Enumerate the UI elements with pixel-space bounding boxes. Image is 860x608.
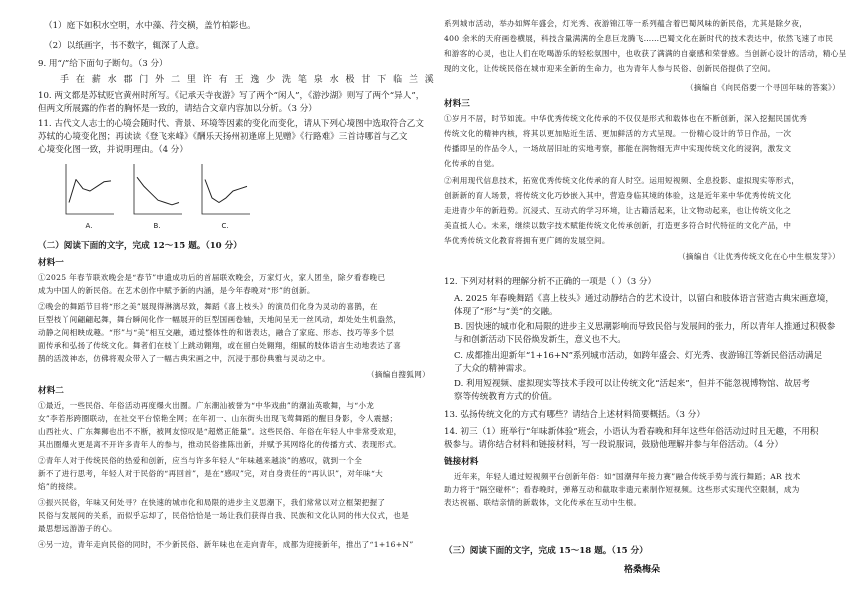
chart-b-svg [130,160,184,218]
chart-a [62,160,116,230]
chart-b [130,160,184,230]
question-14-line1: 14. 初三（1）班举行“年味新体验”班会，小语认为看春晚和拜年这些年俗活动过时且无趣，不用积 [444,427,819,437]
q12-option-a: A. 2025 年春晚舞蹈《喜上枝头》通过动静结合的艺术设计，以留白和肢体语言营造古典宋画意境， [454,294,835,304]
material-3-line: 走进青少年的新趋势。沉浸式、互动式的学习环境，让古籍活起来，让文物动起来，也让传统文化之 [444,206,792,215]
material-3-line: ①岁月不居，时节如流。中华优秀传统文化传承的不仅仅是形式和载体也在不断创新，深入挖掘民国优秀 [444,114,808,123]
text-line: （2）以纸画字，书不数字，辄深了人意。 [44,41,205,51]
q12-option-c: C. 成都推出迎新年“1+16+N”系列城市活动，如跨年盛会、灯光秀、夜游锦江等新民俗活动满足 [454,351,823,361]
material-1-line: 面传承和弘扬了传统文化。舞者们在枝丫上跳动翱翔，或在留白处翱翔，细腻的肢体语言生动地表达了喜 [38,341,402,350]
material-2-line: 新不了进行思考，年轻人对于民俗的“再回首”，是在“感叹”完，对自身责任的“再认识”，对年味“大 [38,469,384,478]
q12-option-d-cont: 察等传统教育方式的价值。 [454,392,558,402]
chart-a-label: A. [85,222,93,230]
link-material-line: 助力将于“隔空碰杯”；看春晚时，弹幕互动和截取非遗元素制作短视频。这些形式实现代空限制，成为 [444,485,800,494]
chart-c-label: C. [221,222,229,230]
text-line: （1）庭下如积水空明，水中藻、荇交横，盖竹柏影也。 [44,21,256,31]
chart-c [198,160,252,230]
material-3-line: 创新新的育人场景，将传统文化巧妙嵌入其中，营造身临其境的体验，这是近年来中华优秀传统文化 [444,191,792,200]
mood-curve [137,177,179,205]
source-3: （摘编自《让优秀传统文化在心中生根发芽》） [678,252,840,261]
poem-title: 格桑梅朵 [623,565,660,575]
q12-option-a-cont: 体现了“形”与“美”的交融。 [454,307,558,317]
question-11-line3: 心境变化图一致，并说明理由。（4 分） [38,145,188,155]
question-12: 12. 下列对材料的理解分析不正确的一项是（ ）（3 分） [444,277,657,287]
mood-charts [62,160,252,234]
material-2-line: 最思想远游游子的心。 [38,524,117,533]
material-2-line: 女”李若彤跨圈联动，在社交平台惊艳全网；在年初一、山东街头出现飞莺舞蹈的醒目身影，令人震撼； [38,414,398,423]
material-1-line: 动静之间相映成趣。“形”与“美”相互交融，通过整体性的和谐表达，融合了家庭、形态、技巧等多个层 [38,328,395,337]
material-3-title: 材料三 [444,99,470,109]
material-3-line: 传统文化的精神内核，将其以更加贴近生活、更加鲜活的方式呈现。一份精心设计的节日作品，一次 [444,129,792,138]
material-2-line: ①最近，一些民俗、年俗活动再度爆火出圈。广东潮汕被誉为“中华戏曲”的潮汕英歌舞，与“小龙 [38,401,375,410]
mood-curve [69,180,111,203]
question-13: 13. 弘扬传统文化的方式有哪些？请结合上述材料简要概括。（3 分） [444,410,705,420]
q12-option-b: B. 因快速的城市化和局限的进步主义思潮影响而导致民俗与发展间的张力，所以青年人推通过积极参 [454,322,836,332]
link-material-title: 链接材料 [444,457,479,467]
material-3-line: 传播即呈的作品令人，一场故居旧址的实地考察，都能在润物细无声中实现传统文化的浸润，激发文 [444,144,792,153]
material-2-cont-line: 和游客的心灵，也让人们在吃喝游乐的轻松氛围中，也收获了满满的自豪感和荣誉感。当创新心设计的活动，精心呈 [444,49,847,58]
q12-option-c-cont: 了大众的精神需求。 [454,364,532,374]
section-3-title: （三）阅读下面的文字，完成 15～18 题。（15 分） [444,546,648,556]
material-1-line: ②晚会的舞蹈节目将“形之美”展现得淋漓尽致，舞蹈《喜上枝头》的演员们化身为灵动的喜鹊，在 [38,302,378,311]
material-2-cont-line: 400 余米的天府画卷横展，科技含量满满的全息巨龙腾飞……巴蜀文化在新时代的技术表达中，依然飞速了市民 [444,34,834,43]
material-1-line: 成为中国人的新民俗。在艺术创作中赋予新的内涵，是今年春晚对“形”的创新。 [38,286,315,295]
link-material-line: 近年来，年轻人通过短视频平台创新年俗：如“国潮拜年接力赛”融合传统手势与流行舞蹈；AR 技术 [454,472,801,481]
material-3-line: ②利用现代信息技术，拓宽优秀传统文化传承的育人时空。运用短视频、全息投影、虚拟现实等形式， [444,176,800,185]
sentence-to-punctuate: 手 在 薪 水 郡 门 外 二 里 许 有 王 逸 少 洗 笔 泉 水 极 甘 下 临 兰 溪 [60,75,436,85]
question-10-line1: 10. 两文都是苏轼贬官黄州时所写。《记承天寺夜游》写了两个“闲人”，《游沙湖》则写了两个“异人”， [38,91,425,101]
chart-b-label: B. [153,222,161,230]
material-2-line: ③振兴民俗，年味又何处寻？在快速的城市化和局限的进步主义思潮下，我们常常以对立框架把握了 [38,498,386,507]
chart-axes [134,164,182,214]
chart-axes [202,164,250,214]
chart-a-svg [62,160,116,218]
material-1-line: 鹊的活泼神态，仿佛将观众带入了一幅古典宋画之中，沉浸于那份典雅与灵动之中。 [38,354,331,363]
material-2-title: 材料二 [38,386,64,396]
chart-c-svg [198,160,252,218]
material-3-line: 华优秀传统文化教育将拥有更广阔的发展空间。 [444,236,610,245]
material-1-line: 巨型枝丫间翩翩起舞，舞台瞬间化作一幅展开的巨型国画卷轴，天地间呈无一丝风动，却处处生机盎然， [38,315,402,324]
section-2-title: （二）阅读下面的文字，完成 12～15 题。（10 分） [38,241,242,251]
link-material-line: 表达祝福、联结亲情的新载体，文化传承在互动中生根。 [444,498,642,507]
question-11-line1: 11. 古代文人志士的心境会随时代、背景、环境等因素的变化而变化，请从下列心境图中选取符合乙文 [38,119,424,129]
material-2-cont-line: 现的文化，让传统民俗在城市迎来全新的生命力，也为青年人参与民俗、创新民俗提供了空间。 [444,64,776,73]
material-2-line: 民俗与发展间的关系，而似乎忘却了，民俗恰恰是一场让我们获得自我、民族和文化认同的伟大仪式，也是 [38,511,409,520]
question-11-line2: 苏轼的心境变化图；再读读《登飞来峰》《酬乐天扬州初逢席上见赠》《行路难》三首诗哪首与乙文 [38,132,408,142]
material-2-line: ②青年人对于传统民俗的热爱和创新，应当与许多年轻人“年味越来越淡”的感叹，就到一个全 [38,456,363,465]
question-14-line2: 极参与。请你结合材料和链接材料，写一段说服词，鼓励他理解并参与年俗活动。（4 分） [444,440,784,450]
material-3-line: 化传承的自觉。 [444,159,500,168]
material-2-line: 焰”的接续。 [38,482,82,491]
q12-option-b-cont: 与和创新活动下民俗焕发新生，意义也不大。 [454,335,626,345]
material-2-line: 山西社火、广东舞狮也出不不断，被网友惊叹是“超燃正能量”。这些民俗、年俗在年轻人中非常受欢迎， [38,427,402,436]
material-2-line: ④另一边，青年走向民俗的同时，不少新民俗、新年味也在走向青年，成都为迎接新年，推出了“1+16+N” [38,540,414,549]
material-1-line: ①2025 年春节联欢晚会是“春节”申遗成功后的首届联欢晚会，万家灯火，家人团坐，除夕看春晚已 [38,273,386,282]
material-3-line: 美直抵人心。未来，继续以数字技术赋能传统文化传承创新，打造更多符合时代特征的文化产品，中 [444,221,792,230]
source-2: （摘编自《向民俗要一个寻回年味的答案》） [685,83,840,92]
mood-curve [205,180,247,203]
question-10-line2: 但两文所展露的作者的胸怀是一致的，请结合文章内容加以分析。（3 分） [38,104,317,114]
source-1: （摘编自搜狐网） [366,370,430,379]
material-2-line: 其出圈爆火更是离不开许多青年人的参与，推动民俗推陈出新，并赋予其网络化的传播方式、表现形式。 [38,440,402,449]
material-2-cont-line: 系列城市活动，举办如辉年盛会，灯光秀、夜游锦江等一系列蕴含着巴蜀风味的新民俗，尤其是除夕夜， [444,19,808,28]
q12-option-d: D. 利用短视频、虚拟现实等技术手段可以让传统文化“活起来”，但并不能忽视博物馆、故居考 [454,379,810,389]
material-1-title: 材料一 [38,258,64,268]
question-9: 9. 用“/”给下面句子断句。（3 分） [38,59,168,69]
